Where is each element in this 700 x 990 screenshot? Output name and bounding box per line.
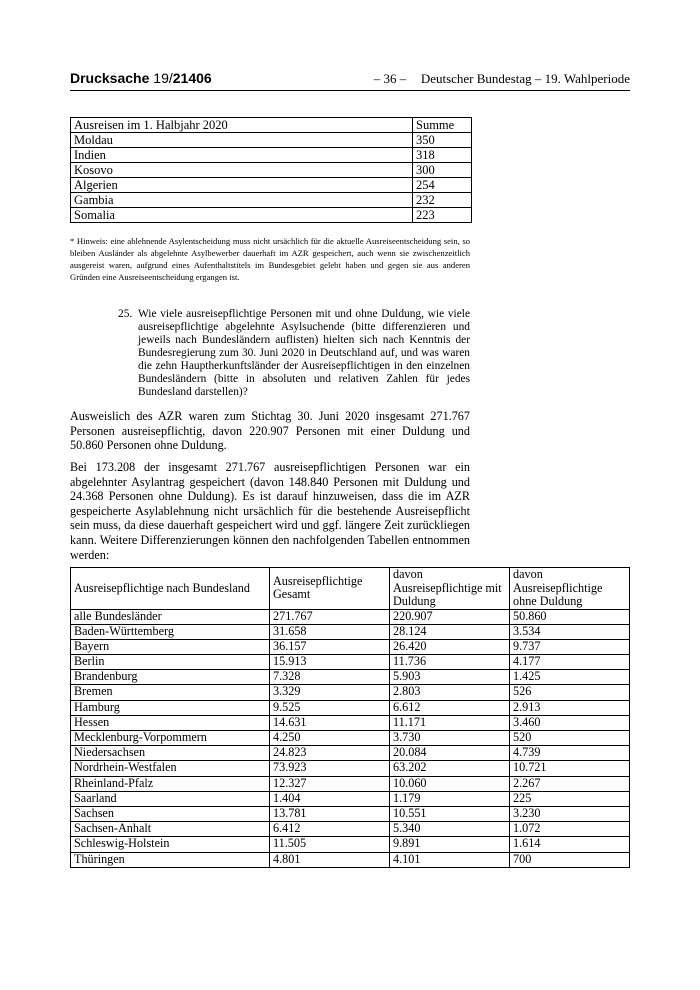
without-toleration-cell: 520: [510, 731, 630, 746]
page-number: – 36 –: [373, 71, 407, 86]
table-row: [71, 746, 630, 761]
total-cell: 24.823: [270, 746, 390, 761]
with-toleration-cell: 5.340: [390, 822, 510, 837]
total-cell: 6.412: [270, 822, 390, 837]
table-row: [71, 639, 630, 654]
with-toleration-cell: 63.202: [390, 761, 510, 776]
total-cell: 31.658: [270, 624, 390, 639]
country-cell: Moldau: [71, 133, 413, 148]
without-toleration-cell: 2.913: [510, 700, 630, 715]
with-toleration-cell: 1.179: [390, 791, 510, 806]
total-cell: 1.404: [270, 791, 390, 806]
state-cell: Rheinland-Pfalz: [71, 776, 270, 791]
sum-cell: 232: [413, 193, 472, 208]
doc-number-prefix: 19/: [153, 70, 173, 86]
country-cell: Somalia: [71, 208, 413, 223]
column-header: Ausreisepflichtige Gesamt: [270, 568, 390, 610]
table-row: [71, 178, 472, 193]
with-toleration-cell: 28.124: [390, 624, 510, 639]
sum-cell: 318: [413, 148, 472, 163]
with-toleration-cell: 5.903: [390, 670, 510, 685]
table-header-row: [71, 568, 630, 610]
sum-cell: 223: [413, 208, 472, 223]
sum-cell: Summe: [413, 118, 472, 133]
without-toleration-cell: 225: [510, 791, 630, 806]
table-row: [71, 852, 630, 867]
state-cell: Schleswig-Holstein: [71, 837, 270, 852]
doc-number: 21406: [172, 70, 212, 86]
total-cell: 9.525: [270, 700, 390, 715]
parliament-label: Deutscher Bundestag – 19. Wahlperiode: [420, 71, 630, 86]
total-cell: 11.505: [270, 837, 390, 852]
table-header-row: [71, 118, 472, 133]
state-cell: Hamburg: [71, 700, 270, 715]
with-toleration-cell: 11.171: [390, 715, 510, 730]
with-toleration-cell: 6.612: [390, 700, 510, 715]
footnote: * Hinweis: eine ablehnende Asylentscheidung muss nicht ursächlich für die aktuelle Ausreiseentscheidung sein, so bleiben Ausländer als abgelehnte Asylbewerber dauerhaft im AZR gespeichert, auch wenn sie zwischenzeitlich ausgereist waren, aufgrund eines Aufenthaltstitels im Bundesgebiet gelebt haben und gegen sie aus anderen Gründen eine Ausreiseentscheidung ergangen ist.: [70, 236, 470, 282]
total-cell: 3.329: [270, 685, 390, 700]
table-row: [71, 193, 472, 208]
table-row: [71, 208, 472, 223]
table-row: [71, 609, 630, 624]
table-row: [71, 148, 472, 163]
without-toleration-cell: 2.267: [510, 776, 630, 791]
total-cell: 4.250: [270, 731, 390, 746]
table-row: [71, 806, 630, 821]
total-cell: 7.328: [270, 670, 390, 685]
state-cell: Nordrhein-Westfalen: [71, 761, 270, 776]
state-cell: Berlin: [71, 655, 270, 670]
country-cell: Ausreisen im 1. Halbjahr 2020: [71, 118, 413, 133]
without-toleration-cell: 3.460: [510, 715, 630, 730]
page-header: [70, 70, 630, 91]
state-cell: Thüringen: [71, 852, 270, 867]
sum-cell: 254: [413, 178, 472, 193]
column-header: davon Ausreisepflichtige mit Duldung: [390, 568, 510, 610]
departures-table: [70, 117, 472, 223]
state-cell: Bayern: [71, 639, 270, 654]
with-toleration-cell: 26.420: [390, 639, 510, 654]
without-toleration-cell: 4.739: [510, 746, 630, 761]
without-toleration-cell: 50.860: [510, 609, 630, 624]
total-cell: 73.923: [270, 761, 390, 776]
without-toleration-cell: 9.737: [510, 639, 630, 654]
table-row: [71, 822, 630, 837]
state-cell: Hessen: [71, 715, 270, 730]
without-toleration-cell: 1.614: [510, 837, 630, 852]
states-table: [70, 567, 630, 868]
without-toleration-cell: 4.177: [510, 655, 630, 670]
with-toleration-cell: 10.060: [390, 776, 510, 791]
state-cell: Bremen: [71, 685, 270, 700]
state-cell: Niedersachsen: [71, 746, 270, 761]
doc-label: Drucksache: [70, 70, 150, 86]
table-row: [71, 133, 472, 148]
table-row: [71, 715, 630, 730]
state-cell: Sachsen-Anhalt: [71, 822, 270, 837]
answer-paragraph-2: Bei 173.208 der insgesamt 271.767 ausreisepflichtigen Personen war ein abgelehnter Asylantrag gespeichert (davon 148.840 Personen mit Duldung und 24.368 Personen ohne Duldung). Es ist darauf hinzuweisen, dass die im AZR gespeicherte Asylablehnung nicht ursächlich für die bestehende Ausreisepflicht sein muss, da diese dauerhaft gespeichert wird und ggf. längere Zeit zurückliegen kann. Weitere Differenzierungen können den nachfolgenden Tabellen entnommen werden:: [70, 460, 470, 562]
state-cell: Mecklenburg-Vorpommern: [71, 731, 270, 746]
sum-cell: 350: [413, 133, 472, 148]
without-toleration-cell: 1.072: [510, 822, 630, 837]
state-cell: Sachsen: [71, 806, 270, 821]
with-toleration-cell: 9.891: [390, 837, 510, 852]
total-cell: 271.767: [270, 609, 390, 624]
question-25: [118, 308, 470, 399]
country-cell: Kosovo: [71, 163, 413, 178]
table-row: [71, 776, 630, 791]
with-toleration-cell: 220.907: [390, 609, 510, 624]
table-row: [71, 700, 630, 715]
state-cell: Saarland: [71, 791, 270, 806]
column-header: davon Ausreisepflichtige ohne Duldung: [510, 568, 630, 610]
table-row: [71, 670, 630, 685]
state-cell: Brandenburg: [71, 670, 270, 685]
column-header: Ausreisepflichtige nach Bundesland: [71, 568, 270, 610]
total-cell: 13.781: [270, 806, 390, 821]
total-cell: 4.801: [270, 852, 390, 867]
total-cell: 36.157: [270, 639, 390, 654]
question-text: Wie viele ausreisepflichtige Personen mit und ohne Duldung, wie viele ausreisepflichtige abgelehnte Asylsuchende (bitte differenzieren und jeweils nach Bundesländern auflisten) hielten sich nach Kenntnis der Bundesregierung zum 30. Juni 2020 in Deutschland auf, und was waren die zehn Hauptherkunftsländer der Ausreisepflichtigen in den einzelnen Bundesländern (bitte in absoluten und relativen Zahlen für jedes Bundesland darstellen)?: [138, 308, 470, 398]
state-cell: Baden-Württemberg: [71, 624, 270, 639]
with-toleration-cell: 20.084: [390, 746, 510, 761]
with-toleration-cell: 4.101: [390, 852, 510, 867]
with-toleration-cell: 2.803: [390, 685, 510, 700]
total-cell: 14.631: [270, 715, 390, 730]
table-row: [71, 837, 630, 852]
table-row: [71, 791, 630, 806]
country-cell: Algerien: [71, 178, 413, 193]
table-row: [71, 685, 630, 700]
table-row: [71, 163, 472, 178]
without-toleration-cell: 3.534: [510, 624, 630, 639]
state-cell: alle Bundesländer: [71, 609, 270, 624]
without-toleration-cell: 1.425: [510, 670, 630, 685]
with-toleration-cell: 3.730: [390, 731, 510, 746]
without-toleration-cell: 526: [510, 685, 630, 700]
answer-paragraph-1: Ausweislich des AZR waren zum Stichtag 30. Juni 2020 insgesamt 271.767 Personen ausreisepflichtig, davon 220.907 Personen mit einer Duldung und 50.860 Personen ohne Duldung.: [70, 409, 470, 453]
country-cell: Indien: [71, 148, 413, 163]
table-row: [71, 655, 630, 670]
total-cell: 15.913: [270, 655, 390, 670]
country-cell: Gambia: [71, 193, 413, 208]
without-toleration-cell: 10.721: [510, 761, 630, 776]
with-toleration-cell: 11.736: [390, 655, 510, 670]
without-toleration-cell: 3.230: [510, 806, 630, 821]
sum-cell: 300: [413, 163, 472, 178]
question-number: 25.: [118, 308, 133, 320]
total-cell: 12.327: [270, 776, 390, 791]
table-row: [71, 761, 630, 776]
with-toleration-cell: 10.551: [390, 806, 510, 821]
table-row: [71, 624, 630, 639]
table-row: [71, 731, 630, 746]
without-toleration-cell: 700: [510, 852, 630, 867]
document-number: [70, 70, 212, 86]
